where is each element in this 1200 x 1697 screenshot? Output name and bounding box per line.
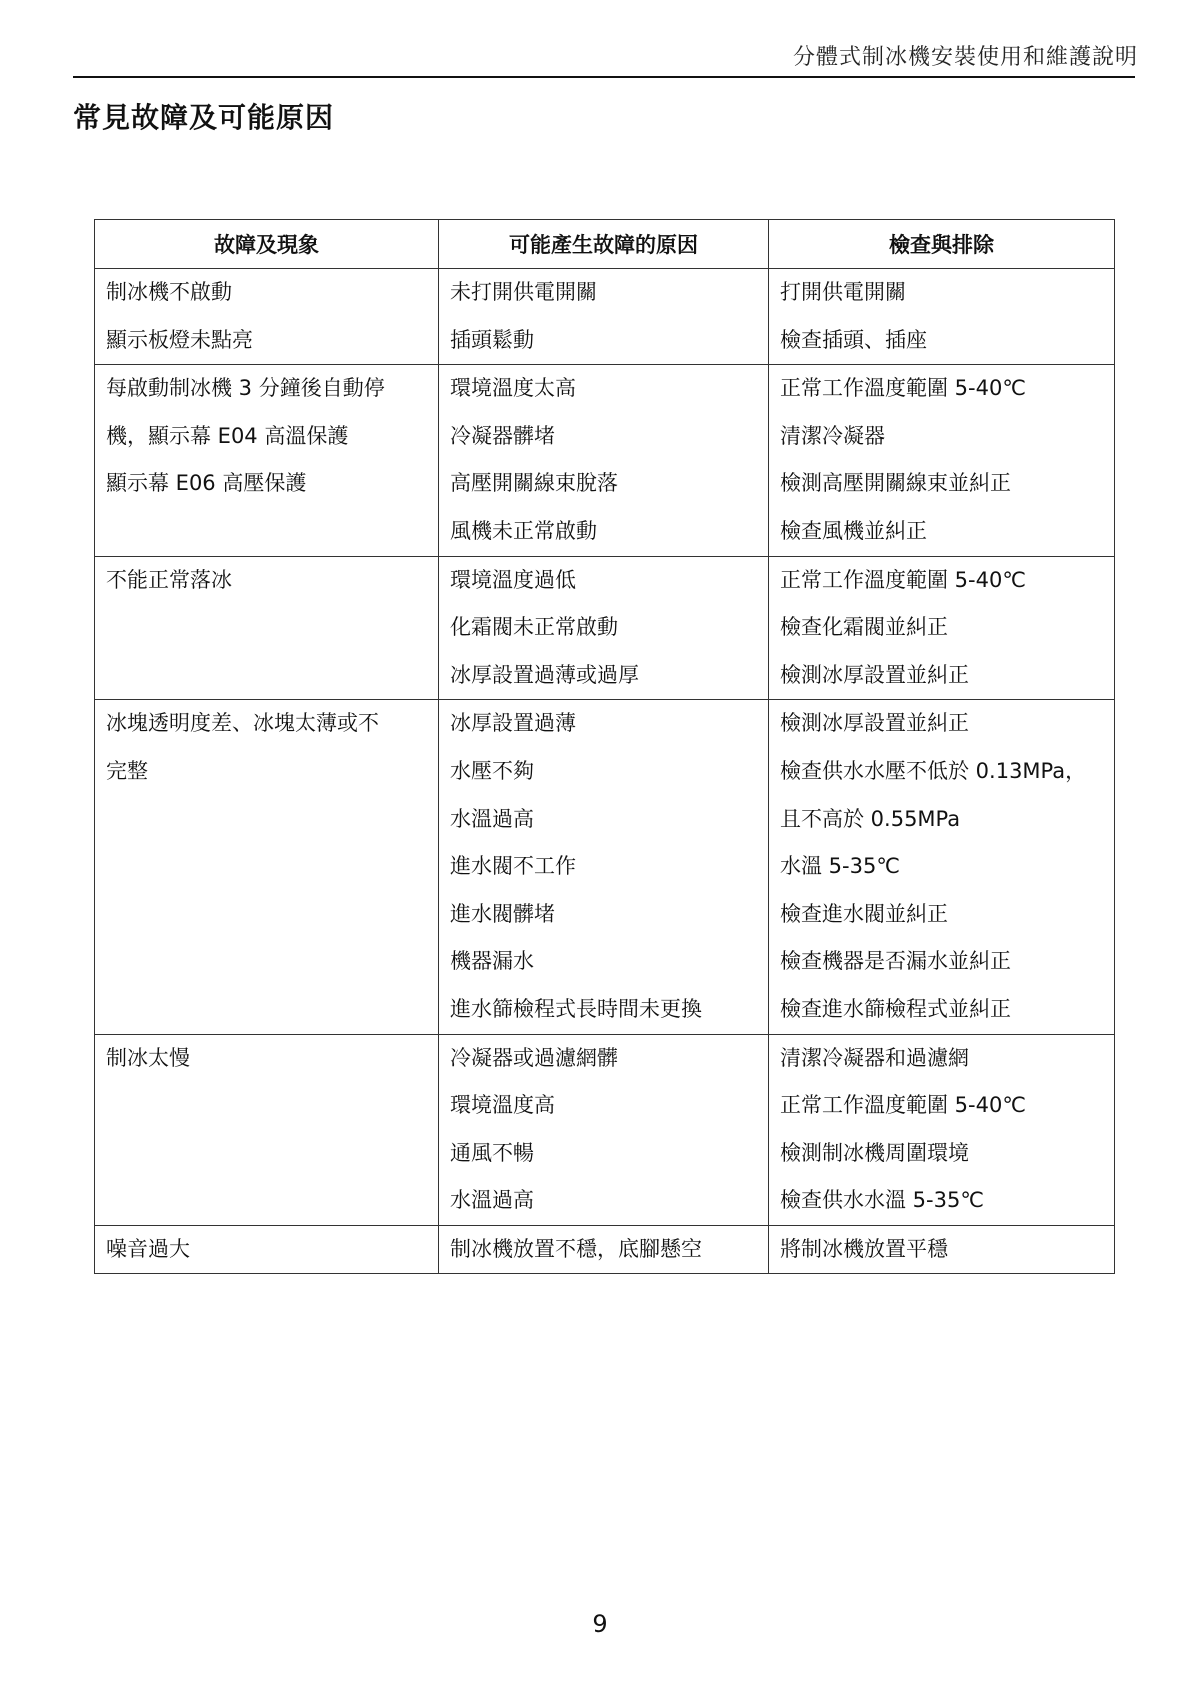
table-row: [95, 556, 1115, 700]
cause-line: 進水閥髒堵: [450, 901, 555, 926]
cause-line: 進水篩檢程式長時間未更換: [450, 996, 702, 1021]
cell-symptoms: [95, 1034, 439, 1225]
fix-line: 檢查供水水壓不低於 0.13MPa，: [780, 758, 1087, 783]
cell-symptoms: [95, 269, 439, 365]
troubleshooting-table: [94, 219, 1115, 1274]
fix-line: 且不高於 0.55MPa: [780, 806, 961, 831]
symptom-line: 顯示幕 E06 高壓保護: [106, 471, 307, 496]
table-row: [95, 1225, 1115, 1274]
page-number: 9: [592, 1610, 608, 1638]
cause-line: 冷凝器或過濾網髒: [450, 1045, 618, 1070]
fix-line: 檢查機器是否漏水並糾正: [780, 949, 1011, 974]
column-header-fixes: 檢查與排除: [769, 220, 1115, 269]
cause-line: 環境溫度高: [450, 1093, 555, 1118]
symptom-line: 冰塊透明度差、冰塊太薄或不: [106, 711, 379, 736]
cell-fixs: [769, 365, 1115, 556]
cause-line: 水壓不夠: [450, 758, 534, 783]
cell-causes: [439, 365, 769, 556]
table-row: [95, 269, 1115, 365]
fix-line: 水溫 5-35℃: [780, 854, 900, 879]
fix-line: 正常工作溫度範圍 5-40℃: [780, 567, 1026, 592]
cell-fixs: [769, 269, 1115, 365]
fix-line: 檢查供水水溫 5-35℃: [780, 1188, 984, 1213]
cause-line: 高壓開關線束脫落: [450, 471, 618, 496]
cause-line: 冰厚設置過薄: [450, 711, 576, 736]
cause-line: 水溫過高: [450, 1188, 534, 1213]
fix-line: 檢測冰厚設置並糾正: [780, 711, 969, 736]
fix-line: 檢測制冰機周圍環境: [780, 1140, 969, 1165]
cell-causes: [439, 700, 769, 1034]
page-title: 常見故障及可能原因: [73, 101, 335, 134]
cell-fixs: [769, 1225, 1115, 1274]
fix-line: 將制冰機放置平穩: [780, 1236, 948, 1261]
fix-line: 正常工作溫度範圍 5-40℃: [780, 1093, 1026, 1118]
cause-line: 通風不暢: [450, 1140, 534, 1165]
table-row: [95, 365, 1115, 556]
column-header-symptom: 故障及現象: [95, 220, 439, 269]
fix-line: 檢測冰厚設置並糾正: [780, 662, 969, 687]
symptom-line: 制冰機不啟動: [106, 280, 232, 304]
symptom-line: 不能正常落冰: [106, 567, 232, 592]
cause-line: 風機未正常啟動: [450, 518, 597, 543]
cell-symptoms: [95, 1225, 439, 1274]
cell-fixs: [769, 700, 1115, 1034]
cell-causes: [439, 1034, 769, 1225]
table-body: [95, 269, 1115, 1274]
symptom-line: 機，顯示幕 E04 高溫保護: [106, 423, 349, 448]
symptom-line: 噪音過大: [106, 1236, 190, 1261]
cell-symptoms: [95, 556, 439, 700]
cause-line: 化霜閥未正常啟動: [450, 615, 618, 640]
cell-symptoms: [95, 700, 439, 1034]
cause-line: 冷凝器髒堵: [450, 423, 555, 448]
header-divider: [73, 76, 1135, 78]
cause-line: 環境溫度太高: [450, 376, 576, 401]
cause-line: 制冰機放置不穩，底腳懸空: [450, 1236, 702, 1261]
cause-line: 環境溫度過低: [450, 567, 576, 592]
cell-symptoms: [95, 365, 439, 556]
cause-line: 進水閥不工作: [450, 854, 576, 879]
cause-line: 水溫過高: [450, 806, 534, 831]
symptom-line: 完整: [106, 758, 148, 783]
cause-line: 冰厚設置過薄或過厚: [450, 662, 639, 687]
fix-line: 檢查風機並糾正: [780, 518, 927, 543]
fix-line: 正常工作溫度範圍 5-40℃: [780, 376, 1026, 401]
symptom-line: 制冰太慢: [106, 1045, 190, 1070]
cell-causes: [439, 556, 769, 700]
table-row: [95, 1034, 1115, 1225]
column-header-causes: 可能產生故障的原因: [439, 220, 769, 269]
symptom-line: 顯示板燈未點亮: [106, 327, 253, 352]
fix-line: 檢查進水篩檢程式並糾正: [780, 996, 1011, 1021]
fix-line: 清潔冷凝器: [780, 423, 885, 448]
cause-line: 未打開供電開關: [450, 280, 597, 304]
cell-fixs: [769, 1034, 1115, 1225]
table-header-row: [95, 220, 1115, 269]
table-row: [95, 700, 1115, 1034]
fix-line: 檢查插頭、插座: [780, 327, 927, 352]
document-header-title: 分體式制冰機安裝使用和維護說明: [792, 45, 1138, 70]
fix-line: 打開供電開關: [780, 280, 906, 304]
cell-fixs: [769, 556, 1115, 700]
fix-line: 檢查化霜閥並糾正: [780, 615, 948, 640]
symptom-line: 每啟動制冰機 3 分鐘後自動停: [106, 376, 385, 401]
cell-causes: [439, 269, 769, 365]
fix-line: 檢查進水閥並糾正: [780, 901, 948, 926]
cause-line: 插頭鬆動: [450, 327, 534, 352]
fix-line: 清潔冷凝器和過濾網: [780, 1045, 969, 1070]
cell-causes: [439, 1225, 769, 1274]
cause-line: 機器漏水: [450, 949, 534, 974]
fix-line: 檢測高壓開關線束並糾正: [780, 471, 1011, 496]
